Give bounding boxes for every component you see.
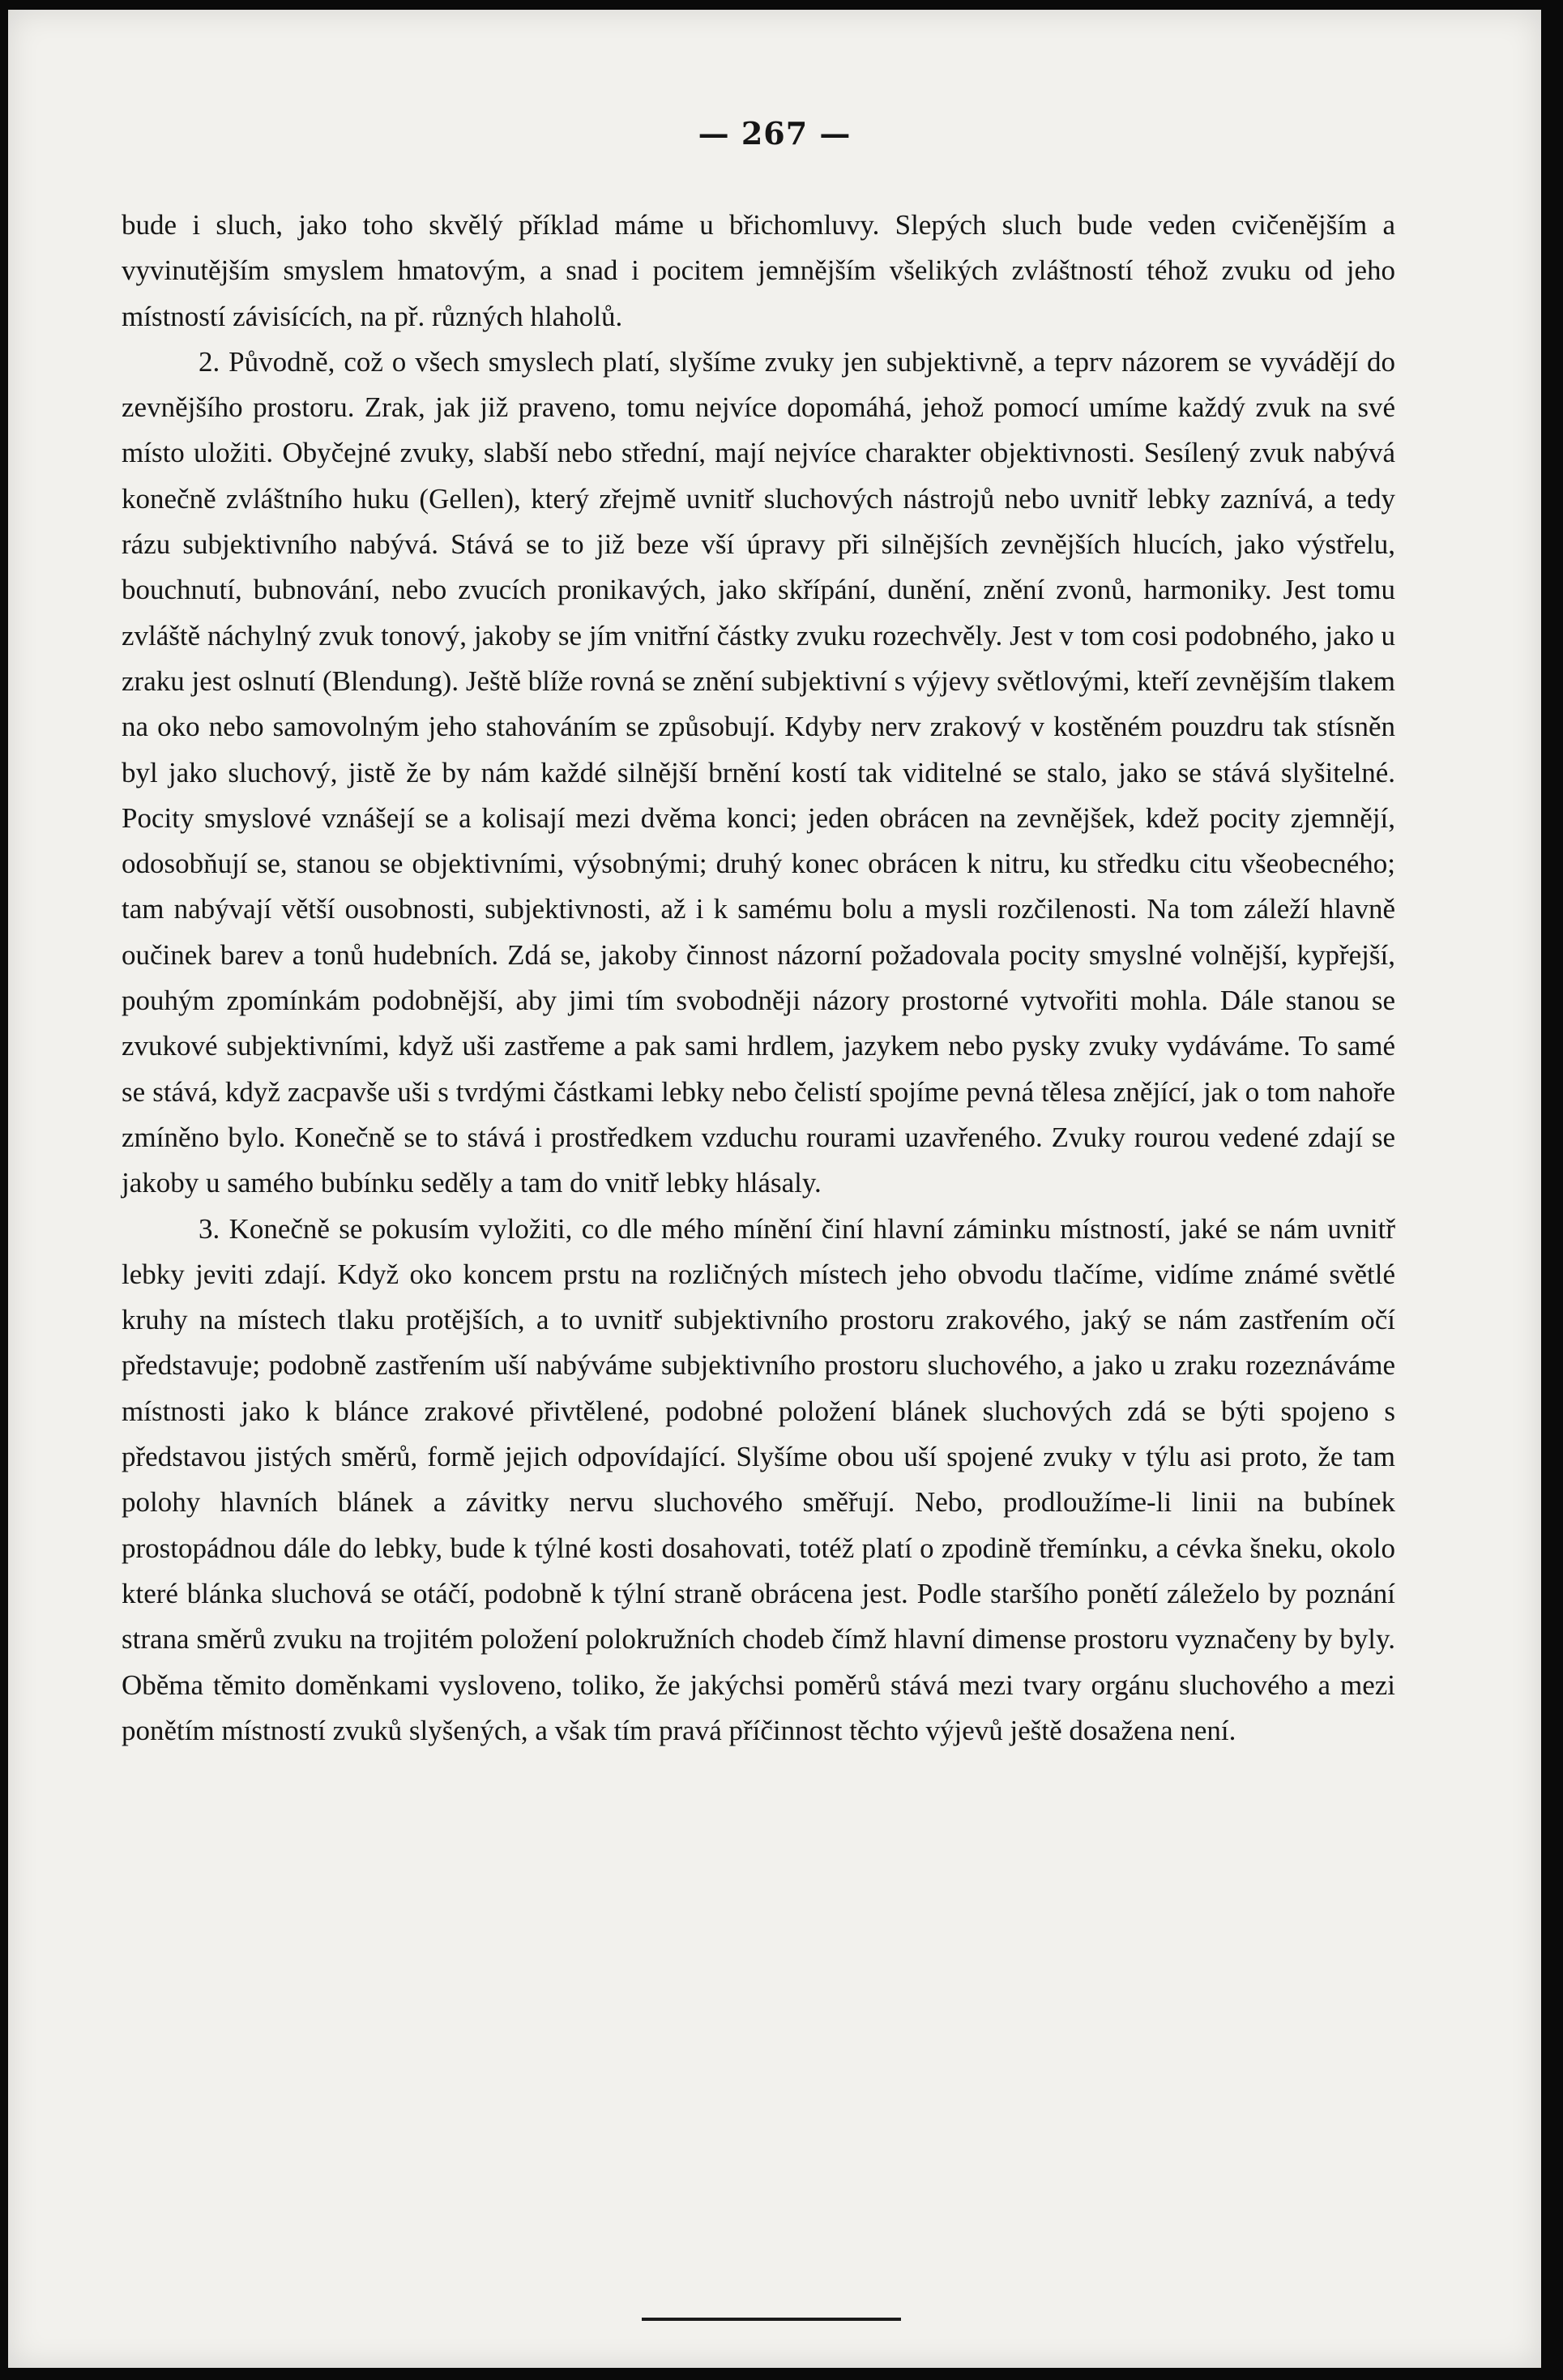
end-rule-divider xyxy=(642,2318,901,2321)
page-number: — 267 — xyxy=(698,115,852,152)
paragraph-2: 2. Původně, což o všech smyslech platí, slyšíme zvuky jen subjektivně, a teprv názorem se vyvádějí do zevnějšího prostoru. Zrak, jak již praveno, tomu nejvíce dopomáhá, jehož pomocí umíme každý zvuk na své místo uložiti. Obyčejné zvuky, slabší nebo střední, mají nejvíce charakter objektivnosti. Sesílený zvuk nabývá konečně zvláštního huku (Gellen), který zřejmě uvnitř sluchových nástrojů nebo uvnitř lebky zaznívá, a tedy rázu subjektivního nabývá. Stává se to již beze vší úpravy při silnějších zevnějších hlucích, jako výstřelu, bouchnutí, bubnování, nebo zvucích pronikavých, jako skřípání, dunění, znění zvonů, harmoniky. Jest tomu zvláště náchylný zvuk tonový, jakoby se jím vnitřní částky zvuku rozechvěly. Jest v tom cosi podobného, jako u zraku jest oslnutí (Blendung). Ještě blíže rovná se znění subjektivní s výjevy světlovými, kteří zevnějším tlakem na oko nebo samovolným jeho stahováním se způsobují. Kdyby nerv zrakový v kostěném pouzdru tak stísněn byl jako sluchový, jistě že by nám každé silnější brnění kostí tak viditelné se stalo, jako se stává slyšitelné. Pocity smyslové vznášejí se a kolisají mezi dvěma konci; jeden obrácen na zevnějšek, kdež pocity zjemnějí, odosobňují se, stanou se objektivními, výsobnými; druhý konec obrácen k nitru, ku středku citu všeobecného; tam nabývají větší ousobnosti, subjektivnosti, až i k samému bolu a mysli rozčilenosti. Na tom záleží hlavně oučinek barev a tonů hudebních. Zdá se, jakoby činnost názorní požadovala pocity smyslné volnější, kypřejší, pouhým zpomínkám podobnější, aby jimi tím svobodněji názory prostorné vytvořiti mohla. Dále stanou se zvukové subjektivními, když uši zastřeme a pak sami hrdlem, jazykem nebo pysky zvuky vydáváme. To samé se stává, když zacpavše uši s tvrdými částkami lebky nebo čelistí spojíme pevná tělesa znějící, jak o tom nahoře zmíněno bylo. Konečně se to stává i prostředkem vzduchu rourami uzavřeného. Zvuky rourou vedené zdají se jakoby u samého bubínku seděly a tam do vnitř lebky hlásaly. xyxy=(122,345,1395,1199)
book-page xyxy=(8,10,1541,2368)
body-text xyxy=(122,203,1395,1754)
paragraph-3: 3. Konečně se pokusím vyložiti, co dle mého mínění činí hlavní záminku místností, jaké se nám uvnitř lebky jeviti zdají. Když oko koncem prstu na rozličných místech jeho obvodu tlačíme, vidíme známé světlé kruhy na místech tlaku protějších, a to uvnitř subjektivního prostoru zrakového, jaký se nám zastřením očí představuje; podobně zastřením uší nabýváme subjektivního prostoru sluchového, a jako u zraku rozeznáváme místnosti jako k blánce zrakové přivtělené, podobné položení blánek sluchových zdá se býti spojeno s představou jistých směrů, formě jejich odpovídající. Slyšíme obou uší spojené zvuky v týlu asi proto, že tam polohy hlavních blánek a závitky nervu sluchového směřují. Nebo, prodloužíme-li linii na bubínek prostopádnou dále do lebky, bude k týlné kosti dosahovati, totéž platí o zpodině třemínku, a cévka šneku, okolo které blánka sluchová se otáčí, podobně k týlní straně obrácena jest. Podle staršího ponětí záleželo by poznání strana směrů zvuku na trojitém položení polokružních chodeb čímž hlavní dimense prostoru vyznačeny by byly. Oběma těmito doměnkami vysloveno, toliko, že jakýchsi poměrů stává mezi tvary orgánu sluchového a mezi ponětím místností zvuků slyšených, a však tím pravá příčinnost těchto výjevů ještě dosažena není. xyxy=(122,1212,1395,1746)
paragraph-1: bude i sluch, jako toho skvělý příklad máme u břichomluvy. Slepých sluch bude veden cvičenějším a vyvinutějším smyslem hmatovým, a snad i pocitem jemnějším všelikých zvláštností téhož zvuku od jeho místností závisících, na př. různých hlaholů. xyxy=(122,209,1395,332)
